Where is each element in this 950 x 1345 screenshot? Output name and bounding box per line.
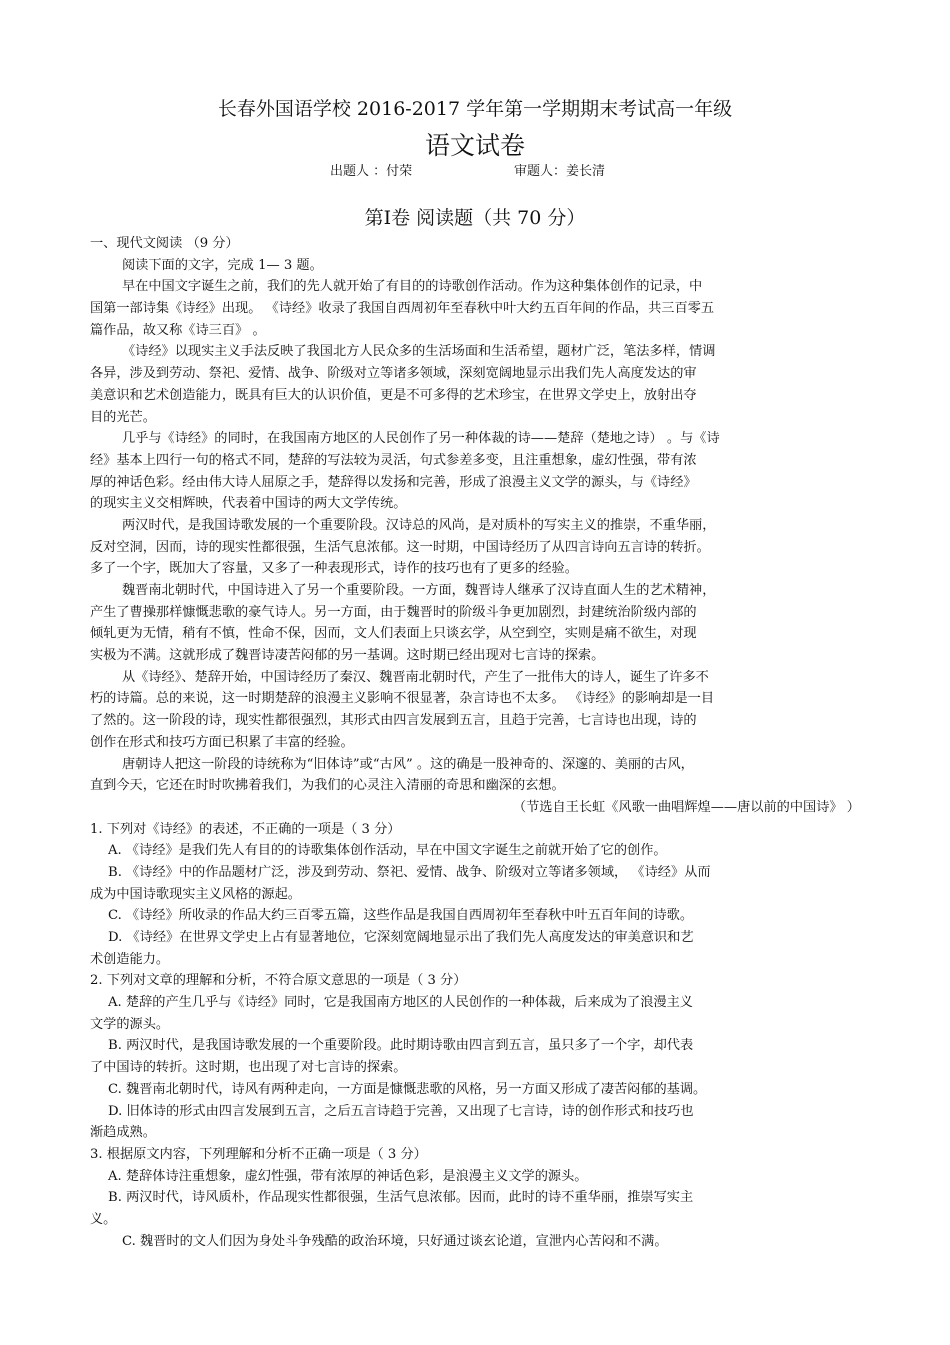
text-line: 反对空洞，因而，诗的现实性都很强，生活气息浓郁。这一时期，中国诗经历了从四言诗向五言诗的转折。 [90,539,710,555]
text-line: 文学的源头。 [90,1016,170,1032]
text-line: 实极为不满。这就形成了魏晋诗凄苦闷郁的另一基调。这时期已经出现对七言诗的探索。 [90,648,605,664]
text-line: 经》基本上四行一句的格式不同，楚辞的写法较为灵活，句式参差多变，且注重想象，虚幻性强，带有浓 [90,452,697,468]
text-line: 唐朝诗人把这一阶段的诗统称为“旧体诗”或“古风” 。这的确是一股神奇的、深邃的、美丽的古风， [122,756,694,772]
text-line: C. 魏晋南北朝时代，诗风有两种走向，一方面是慷慨悲歌的风格，另一方面又形成了凄苦闷郁的基调。 [108,1081,707,1097]
text-line: 创作在形式和技巧方面已积累了丰富的经验。 [90,734,354,750]
text-line: 产生了曹操那样慷慨悲歌的豪气诗人。另一方面，由于魏晋时的阶级斗争更加剧烈，封建统治阶级内部的 [90,604,697,620]
text-line: 术创造能力。 [90,951,170,967]
text-line: 几乎与《诗经》的同时，在我国南方地区的人民创作了另一种体裁的诗——楚辞（楚地之诗） 。与《诗 [122,431,720,447]
reviewer-label: 审题人：姜长清 [514,164,606,179]
text-line: A. 楚辞的产生几乎与《诗经》同时，它是我国南方地区的人民创作的一种体裁，后来成为了浪漫主义 [108,995,693,1011]
text-line: 美意识和艺术创造能力，既具有巨大的认识价值，更是不可多得的艺术珍宝，在世界文学史上，放射出夺 [90,387,697,403]
text-line: 国第一部诗集《诗经》出现。 《诗经》收录了我国自西周初年至春秋中叶大约五百年间的作品，共三百零五 [90,301,715,317]
text-line: 一、现代文阅读 （9 分） [90,236,239,251]
text-line: B. 《诗经》中的作品题材广泛，涉及到劳动、祭祀、爱情、战争、阶级对立等诸多领域， 《诗经》从而 [108,864,711,880]
author-label: 出题人 ：付荣 [330,164,413,179]
text-line: B. 两汉时代，诗风质朴，作品现实性都很强，生活气息浓郁。因而，此时的诗不重华丽，推崇写实主 [108,1190,694,1206]
text-line: 早在中国文字诞生之前，我们的先人就开始了有目的的诗歌创作活动。作为这种集体创作的记录，中 [122,279,703,295]
text-line: 魏晋南北朝时代，中国诗进入了另一个重要阶段。一方面，魏晋诗人继承了汉诗直面人生的艺术精神， [122,583,716,598]
text-line: （节选自王长虹《风歌一曲唱辉煌——唐以前的中国诗》 ） [512,799,860,815]
text-line: 3. 根据原文内容，下列理解和分析不正确一项是（ 3 分） [90,1146,427,1162]
text-line: 各异，涉及到劳动、祭祀、爱情、战争、阶级对立等诸多领域，深刻宽阔地显示出我们先人高度发达的审 [90,366,697,382]
text-line: 厚的神话色彩。经由伟大诗人屈原之手，楚辞得以发扬和完善，形成了浪漫主义文学的源头，与《诗经》 [90,474,697,490]
section-title: 第Ⅰ卷 阅读题（共 70 分） [364,207,586,229]
text-line: 成为中国诗歌现实主义风格的源起。 [90,886,301,902]
text-line: D. 旧体诗的形式由四言发展到五言，之后五言诗趋于完善，又出现了七言诗，诗的创作形式和技巧也 [108,1103,694,1119]
text-line: 从《诗经》、楚辞开始，中国诗经历了秦汉、魏晋南北朝时代，产生了一批伟大的诗人，诞生了许多不 [122,669,709,685]
text-line: 篇作品，故又称《诗三百》 。 [90,322,266,338]
text-line: 朽的诗篇。总的来说，这一时期楚辞的浪漫主义影响不很显著，杂言诗也不太多。 《诗经》的影响却是一目 [90,691,715,707]
text-line: 2. 下列对文章的理解和分析，不符合原文意思的一项是（ 3 分） [90,973,467,989]
text-line: 目的光芒。 [90,409,156,425]
text-line: B. 两汉时代，是我国诗歌发展的一个重要阶段。此时期诗歌由四言到五言，虽只多了一个字，却代表 [108,1038,694,1054]
text-line: A. 楚辞体诗注重想象，虚幻性强，带有浓厚的神话色彩，是浪漫主义文学的源头。 [108,1168,588,1184]
text-line: 多了一个字，既加大了容量，又多了一种表现形式，诗作的技巧也有了更多的经验。 [90,561,578,577]
text-line: C. 魏晋时的文人们因为身处斗争残酷的政治环境，只好通过谈玄论道，宣泄内心苦闷和不满。 [122,1233,668,1249]
exam-body [90,233,860,1252]
text-line: 义。 [90,1211,117,1227]
exam-title-line1: 长春外国语学校 2016-2017 学年第一学期期末考试高一年级 [217,98,733,120]
text-line: 直到今天，它还在时时吹拂着我们，为我们的心灵注入清丽的奇思和幽深的玄想。 [90,778,565,794]
exam-title-line2: 语文试卷 [424,131,525,160]
text-line: 渐趋成熟。 [90,1125,156,1141]
text-line: 倾轧更为无情，稍有不慎，性命不保，因而，文人们表面上只谈玄学，从空到空，实则是痛不欲生，对现 [90,626,697,642]
text-line: 1. 下列对《诗经》的表述，不正确的一项是（ 3 分） [90,821,401,837]
text-line: 《诗经》以现实主义手法反映了我国北方人民众多的生活场面和生活希望，题材广泛，笔法多样，情调 [122,344,716,360]
text-line: 的现实主义交相辉映，代表着中国诗的两大文学传统。 [90,496,407,512]
text-line: A. 《诗经》是我们先人有目的的诗歌集体创作活动，早在中国文字诞生之前就开始了它的创作。 [108,843,667,859]
text-line: 了中国诗的转折。这时期，也出现了对七言诗的探索。 [90,1060,407,1076]
text-line: C. 《诗经》所收录的作品大约三百零五篇，这些作品是我国自西周初年至春秋中叶五百年间的诗歌。 [108,908,694,924]
text-line: 了然的。这一阶段的诗，现实性都很强烈，其形式由四言发展到五言，且趋于完善，七言诗也出现，诗的 [90,713,697,729]
text-line: D. 《诗经》在世界文学史上占有显著地位，它深刻宽阔地显示出了我们先人高度发达的审美意识和艺 [108,930,694,945]
text-line: 阅读下面的文字，完成 1— 3 题。 [122,257,323,273]
text-line: 两汉时代，是我国诗歌发展的一个重要阶段。汉诗总的风尚，是对质朴的写实主义的推崇，不重华丽， [122,517,716,533]
